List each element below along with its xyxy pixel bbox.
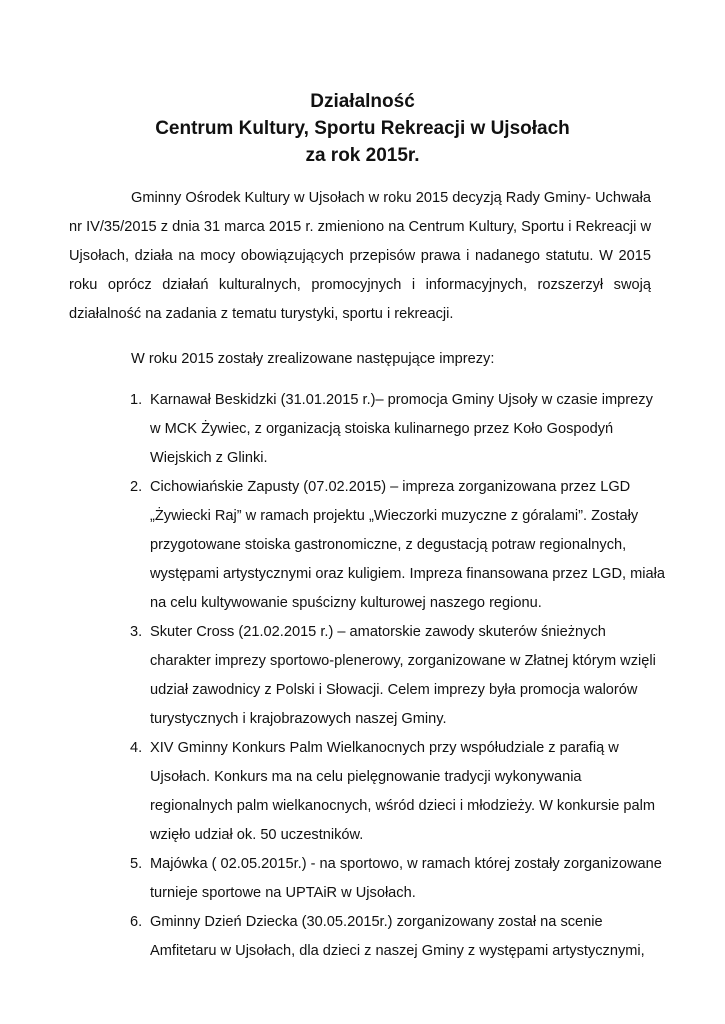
- intro-paragraph: Gminny Ośrodek Kultury w Ujsołach w roku 2015 decyzją Rady Gminy- Uchwała nr IV/35/2015 z dnia 31 marca 2015 r. zmieniono na Centrum Kultury, Sportu i Rekreacji w Ujsołach, działa na mocy obowiązujących przepisów prawa i nadanego statutu. W 2015 roku oprócz działań kulturalnych, promocyjnych i informacyjnych, rozszerzył swoją działalność na zadania z tematu turystyki, sportu i rekreacji.: [69, 190, 651, 322]
- list-item-number: 5.: [130, 856, 143, 872]
- list-item: [0, 386, 725, 473]
- list-item-text: Gminny Dzień Dziecka (30.05.2015r.) zorganizowany został na scenie Amfitetaru w Ujsołach, dla dzieci z naszej Gminy z występami artystycznymi,: [150, 914, 645, 959]
- events-list: [0, 386, 725, 966]
- list-item-text: Skuter Cross (21.02.2015 r.) – amatorskie zawody skuterów śnieżnych charakter imprezy sportowo-plenerowy, zorganizowane w Złatnej którym wzięli udział zawodnicy z Polski i Słowacji. Celem imprezy była promocja walorów turystycznych i krajobrazowych naszej Gminy.: [150, 624, 656, 727]
- list-item: [0, 473, 725, 618]
- title-line-1: Działalność: [310, 91, 415, 112]
- list-item: [0, 908, 725, 966]
- list-item: [0, 618, 725, 734]
- list-item-number: 2.: [130, 479, 143, 495]
- list-item-text: Cichowiańskie Zapusty (07.02.2015) – impreza zorganizowana przez LGD „Żywiecki Raj” w ramach projektu „Wieczorki muzyczne z góralami”. Zostały przygotowane stoiska gastronomiczne, z degustacją potraw regionalnych, występami artystycznymi oraz kuligiem. Impreza finansowana przez LGD, miała na celu kultywowanie spuścizny kulturowej naszego regionu.: [150, 479, 666, 611]
- list-item-text: Majówka ( 02.05.2015r.) - na sportowo, w ramach której zostały zorganizowane turnieje sportowe na UPTAiR w Ujsołach.: [150, 856, 662, 901]
- list-item: [0, 850, 725, 908]
- title-line-2: Centrum Kultury, Sportu Rekreacji w Ujsołach: [155, 118, 570, 139]
- title-line-3: za rok 2015r.: [305, 145, 420, 166]
- events-intro: W roku 2015 zostały zrealizowane następujące imprezy:: [131, 351, 495, 367]
- list-item-number: 3.: [130, 624, 143, 640]
- list-item-number: 1.: [130, 392, 143, 408]
- list-item: [0, 734, 725, 850]
- list-item-text: Karnawał Beskidzki (31.01.2015 r.)– promocja Gminy Ujsoły w czasie imprezy w MCK Żywiec, z organizacją stoiska kulinarnego przez Koło Gospodyń Wiejskich z Glinki.: [150, 392, 653, 466]
- document-title: [0, 88, 725, 169]
- list-item-text: XIV Gminny Konkurs Palm Wielkanocnych przy współudziale z parafią w Ujsołach. Konkurs ma na celu pielęgnowanie tradycji wykonywania regionalnych palm wielkanocnych, wśród dzieci i młodzieży. W konkursie palm wzięło udział ok. 50 uczestników.: [150, 740, 656, 843]
- list-item-number: 4.: [130, 740, 143, 756]
- list-item-number: 6.: [130, 914, 143, 930]
